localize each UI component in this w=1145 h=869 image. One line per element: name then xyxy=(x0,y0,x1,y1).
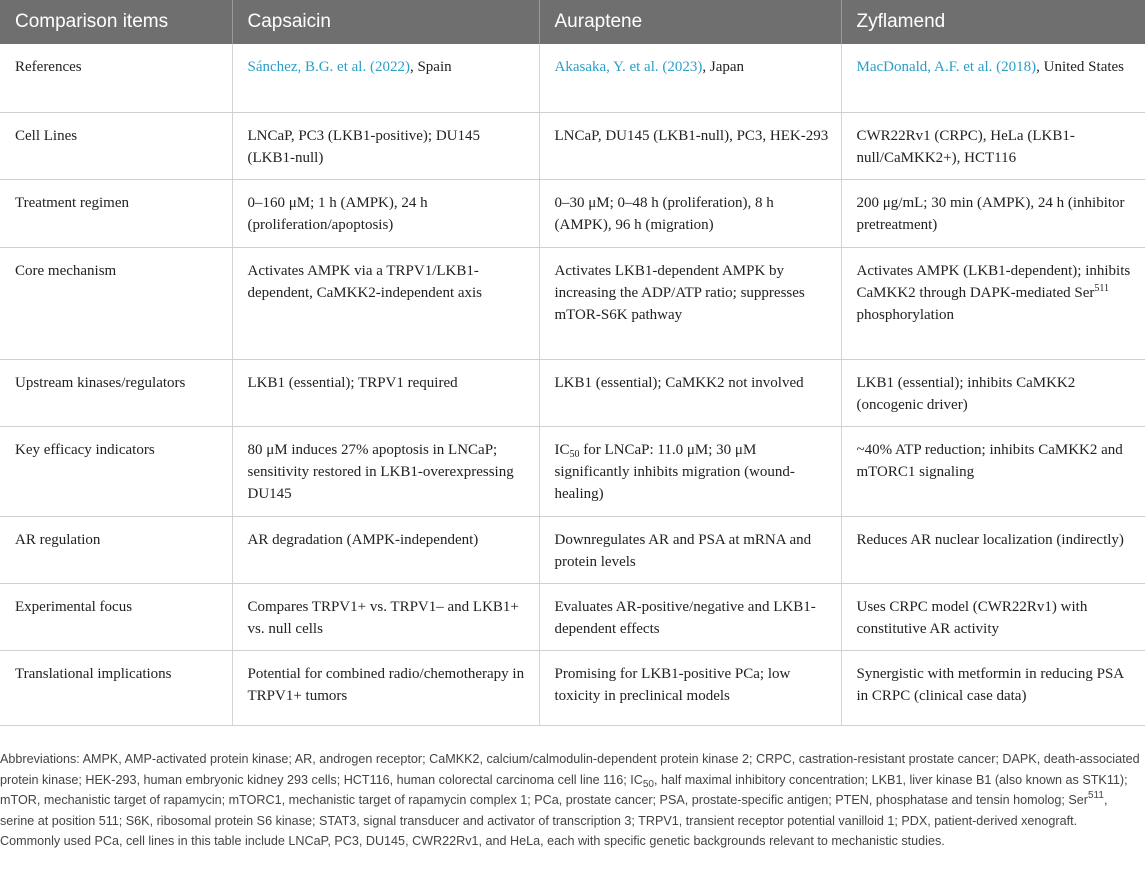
auraptene-cell: LKB1 (essential); CaMKK2 not involved xyxy=(539,359,841,426)
table-row-translational xyxy=(0,650,1145,725)
auraptene-cell: Evaluates AR-positive/negative and LKB1-dependent effects xyxy=(539,583,841,650)
abbreviations-footnote xyxy=(0,749,1140,852)
capsaicin-cell: LKB1 (essential); TRPV1 required xyxy=(232,359,539,426)
capsaicin-cell: 80 μM induces 27% apoptosis in LNCaP; sensitivity restored in LKB1-overexpressing DU145 xyxy=(232,426,539,516)
capsaicin-cell: Activates AMPK via a TRPV1/LKB1-dependent, CaMKK2-independent axis xyxy=(232,247,539,359)
row-label: Treatment regimen xyxy=(0,179,232,247)
cell-text: phosphorylation xyxy=(856,306,954,323)
capsaicin-cell xyxy=(232,44,539,112)
table-row-key-efficacy xyxy=(0,426,1145,516)
row-label: Cell Lines xyxy=(0,112,232,179)
footnote-text: , half maximal inhibitory concentration; LKB1, liver kinase B1 (also known as STK11); mTOR, mechanistic target of rapamycin; mTORC1, mechanistic target of rapamycin complex 1; PCa, prostate cancer; PSA, prostate-specific antigen; PTEN, phosphatase and tensin homolog; Ser xyxy=(0,772,1128,807)
header-zyflamend: Zyflamend xyxy=(841,0,1145,44)
auraptene-cell xyxy=(539,44,841,112)
reference-country: , Japan xyxy=(702,59,745,75)
capsaicin-cell: AR degradation (AMPK-independent) xyxy=(232,516,539,583)
header-capsaicin: Capsaicin xyxy=(232,0,539,44)
reference-country: , Spain xyxy=(409,59,452,75)
capsaicin-cell: Compares TRPV1+ vs. TRPV1– and LKB1+ vs. null cells xyxy=(232,583,539,650)
footnote-text: , serine at position 511; S6K, ribosomal protein S6 kinase; STAT3, signal transducer and activator of transcription 3; TRPV1, transient receptor potential vanilloid 1; PDX, patient-derived xenograft. Commonly used PCa, cell lines in this table include LNCaP, PC3, DU145, CWR22Rv1, and HeLa, each with specific genetic backgrounds relevant to mechanistic studies. xyxy=(0,793,1108,848)
table-row-ar-regulation xyxy=(0,516,1145,583)
row-label: AR regulation xyxy=(0,516,232,583)
auraptene-cell: LNCaP, DU145 (LKB1-null), PC3, HEK-293 xyxy=(539,112,841,179)
zyflamend-cell: CWR22Rv1 (CRPC), HeLa (LKB1-null/CaMKK2+), HCT116 xyxy=(841,112,1145,179)
auraptene-cell: Downregulates AR and PSA at mRNA and protein levels xyxy=(539,516,841,583)
zyflamend-cell: Reduces AR nuclear localization (indirectly) xyxy=(841,516,1145,583)
table-row-treatment-regimen xyxy=(0,179,1145,247)
zyflamend-cell: LKB1 (essential); inhibits CaMKK2 (oncogenic driver) xyxy=(841,359,1145,426)
zyflamend-cell: 200 μg/mL; 30 min (AMPK), 24 h (inhibitor pretreatment) xyxy=(841,179,1145,247)
auraptene-cell: Promising for LKB1-positive PCa; low toxicity in preclinical models xyxy=(539,650,841,725)
zyflamend-cell: Synergistic with metformin in reducing PSA in CRPC (clinical case data) xyxy=(841,650,1145,725)
zyflamend-cell xyxy=(841,44,1145,112)
reference-link[interactable]: MacDonald, A.F. et al. (2018) xyxy=(856,59,1037,75)
auraptene-cell xyxy=(539,426,841,516)
reference-link[interactable]: Sánchez, B.G. et al. (2022) xyxy=(247,59,410,75)
subscript: 50 xyxy=(569,448,580,460)
header-auraptene: Auraptene xyxy=(539,0,841,44)
row-label: Key efficacy indicators xyxy=(0,426,232,516)
table-row-cell-lines xyxy=(0,112,1145,179)
row-label: Core mechanism xyxy=(0,247,232,359)
cell-text: for LNCaP: 11.0 μM; 30 μM significantly inhibits migration (wound-healing) xyxy=(554,441,795,502)
footnote-text: Abbreviations: AMPK, AMP-activated protein kinase; AR, androgen receptor; CaMKK2, calcium/calmodulin-dependent protein kinase 2; CRPC, castration-resistant prostate cancer; DAPK, death-associated protein kinase; HEK-293, human embryonic kidney 293 cells; HCT116, human colorectal carcinoma cell line 116; IC xyxy=(0,752,1140,787)
zyflamend-cell: Uses CRPC model (CWR22Rv1) with constitutive AR activity xyxy=(841,583,1145,650)
table-header-row xyxy=(0,0,1145,44)
auraptene-cell: 0–30 μM; 0–48 h (proliferation), 8 h (AMPK), 96 h (migration) xyxy=(539,179,841,247)
row-label: References xyxy=(0,44,232,112)
row-label: Translational implications xyxy=(0,650,232,725)
cell-text: Activates AMPK (LKB1-dependent); inhibits CaMKK2 through DAPK-mediated Ser xyxy=(856,262,1131,301)
capsaicin-cell: LNCaP, PC3 (LKB1-positive); DU145 (LKB1-null) xyxy=(232,112,539,179)
zyflamend-cell xyxy=(841,247,1145,359)
superscript: 511 xyxy=(1094,282,1110,294)
table-row-references xyxy=(0,44,1145,112)
reference-link[interactable]: Akasaka, Y. et al. (2023) xyxy=(554,59,703,75)
auraptene-cell: Activates LKB1-dependent AMPK by increasing the ADP/ATP ratio; suppresses mTOR-S6K pathway xyxy=(539,247,841,359)
superscript: 511 xyxy=(1088,790,1104,801)
cell-text: IC xyxy=(554,441,570,458)
capsaicin-cell: Potential for combined radio/chemotherapy in TRPV1+ tumors xyxy=(232,650,539,725)
capsaicin-cell: 0–160 μM; 1 h (AMPK), 24 h (proliferation/apoptosis) xyxy=(232,179,539,247)
table-row-upstream-kinases xyxy=(0,359,1145,426)
zyflamend-cell: ~40% ATP reduction; inhibits CaMKK2 and mTORC1 signaling xyxy=(841,426,1145,516)
table-row-core-mechanism xyxy=(0,247,1145,359)
row-label: Upstream kinases/regulators xyxy=(0,359,232,426)
header-comparison-items: Comparison items xyxy=(0,0,232,44)
row-label: Experimental focus xyxy=(0,583,232,650)
table-row-experimental-focus xyxy=(0,583,1145,650)
subscript: 50 xyxy=(642,778,654,790)
reference-country: , United States xyxy=(1036,59,1125,75)
